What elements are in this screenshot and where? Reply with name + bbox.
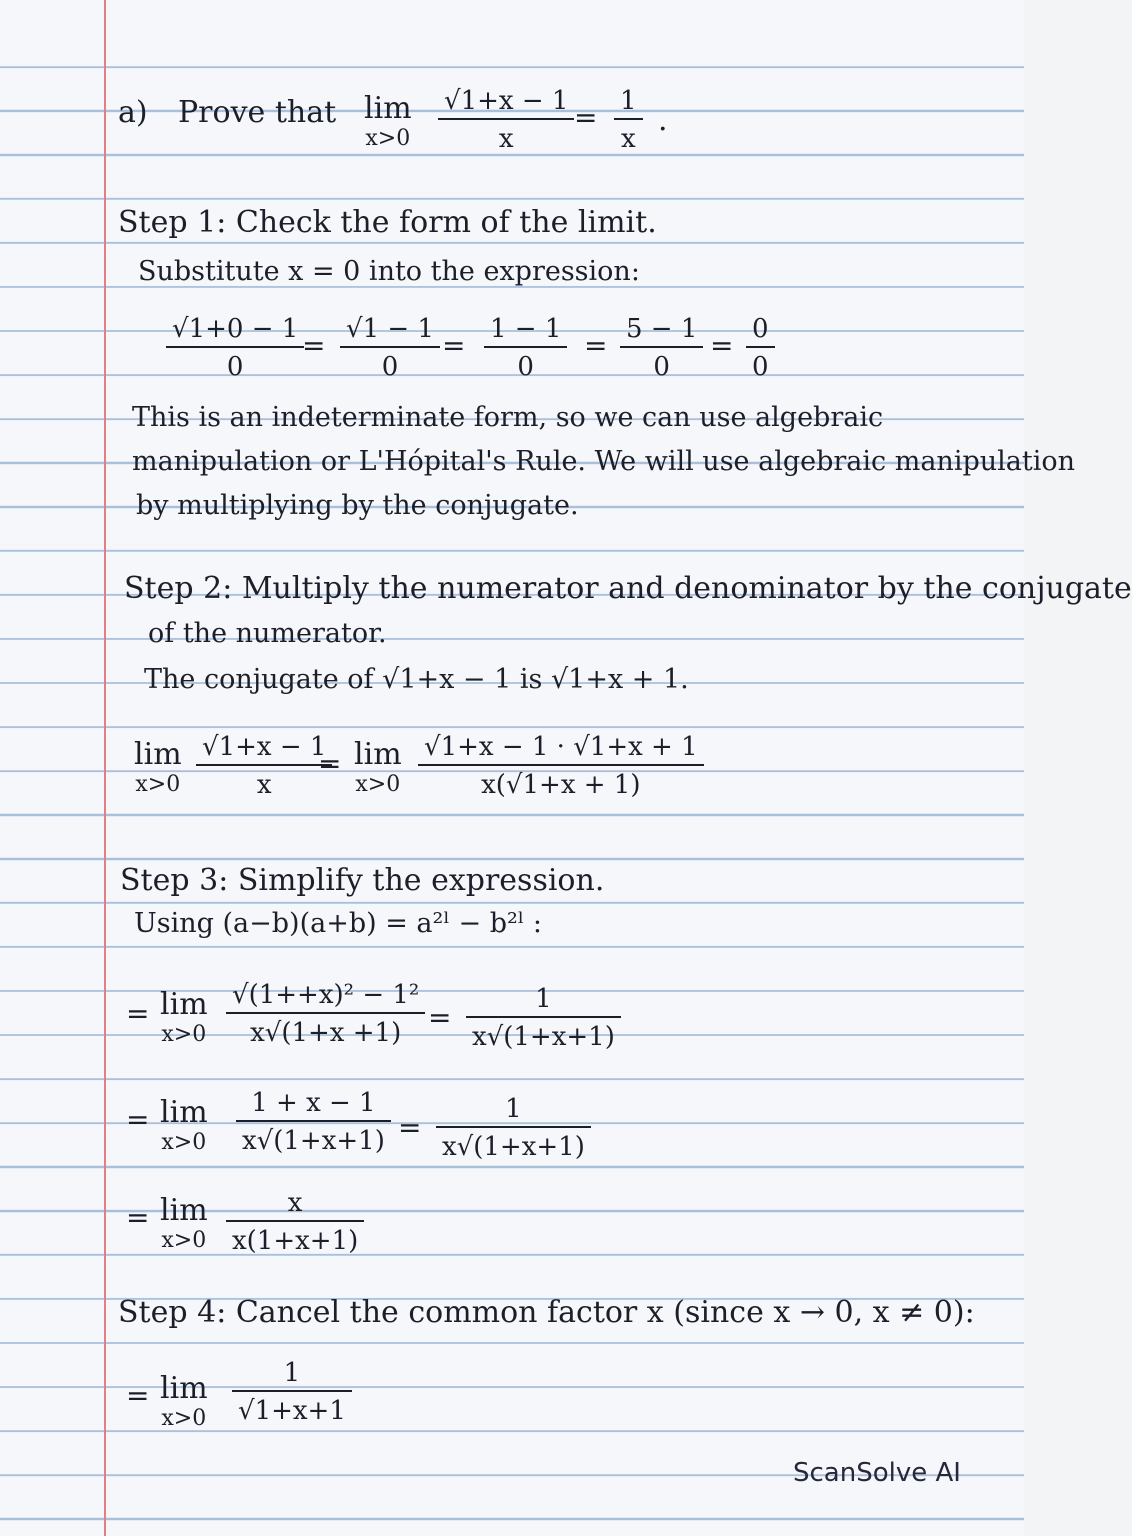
- equals-sign: =: [318, 747, 342, 780]
- lim-subscript: x>0: [365, 126, 411, 151]
- step2-left-limit: [134, 737, 182, 797]
- step1-title: Step 1: Check the form of the limit.: [118, 205, 657, 240]
- step2-conjugate-text: The conjugate of √1+x − 1 is √1+x + 1.: [144, 664, 689, 695]
- step3-row3-limit: [160, 1193, 208, 1253]
- fraction-denominator: x(1+x+1): [232, 1226, 359, 1256]
- fraction-numerator: 1 + x − 1: [251, 1088, 376, 1118]
- equals-sign: =: [302, 329, 326, 362]
- fraction-numerator: 5 − 1: [626, 314, 698, 344]
- equals-sign: =: [126, 997, 150, 1030]
- fraction-numerator: 1: [283, 1358, 301, 1388]
- fraction-denominator: x√(1+x+1): [472, 1022, 615, 1052]
- step2-left-fraction: [196, 734, 332, 798]
- step4-limit: [160, 1371, 208, 1431]
- fraction-numerator: 1 − 1: [490, 314, 562, 344]
- fraction-numerator: √1+x − 1: [202, 732, 327, 762]
- equals-sign: =: [398, 1111, 422, 1144]
- step4-title: Step 4: Cancel the common factor x (since x → 0, x ≠ 0):: [118, 1295, 975, 1330]
- equals-sign: =: [442, 329, 466, 362]
- lim-label: lim: [160, 1371, 208, 1406]
- step3-row2-fraction: [236, 1090, 391, 1154]
- fraction-numerator: 1: [505, 1094, 522, 1124]
- lim-subscript: x>0: [161, 1406, 207, 1431]
- lim-label: lim: [160, 1193, 208, 1228]
- step3-row3-fraction: [226, 1190, 364, 1254]
- fraction-denominator: 0: [653, 352, 670, 382]
- equals-sign: =: [126, 1201, 150, 1234]
- fraction-denominator: x√(1+x+1): [242, 1126, 385, 1156]
- lim-subscript: x>0: [161, 1130, 207, 1155]
- fraction-numerator: 1: [620, 86, 637, 116]
- fraction-numerator: √1+x − 1 · √1+x + 1: [424, 732, 698, 762]
- step1-substitute-text: Substitute x = 0 into the expression:: [138, 256, 640, 287]
- step1-fraction-3: [484, 316, 567, 380]
- step3-row1-result: [466, 986, 621, 1050]
- fraction-numerator: 0: [752, 314, 769, 344]
- period: .: [658, 103, 668, 138]
- fraction-numerator: √1+x − 1: [444, 86, 569, 116]
- fraction-numerator: √(1++x)² − 1²: [232, 980, 420, 1010]
- fraction-denominator: x√(1+x +1): [250, 1018, 402, 1048]
- lim-subscript: x>0: [161, 1022, 207, 1047]
- problem-limit: [364, 91, 412, 151]
- fraction-denominator: 0: [226, 352, 244, 382]
- equals-sign: =: [574, 101, 598, 134]
- step2-title: Step 2: Multiply the numerator and denominator by the conjugate: [124, 571, 1132, 606]
- fraction-numerator: √1+0 − 1: [172, 314, 299, 344]
- step3-row2-limit: [160, 1095, 208, 1155]
- equals-sign: =: [126, 1103, 150, 1136]
- problem-label: a): [118, 95, 148, 130]
- lim-label: lim: [354, 737, 402, 772]
- step1-fraction-2: [340, 316, 440, 380]
- fraction-denominator: x: [620, 124, 636, 154]
- lim-subscript: x>0: [135, 772, 181, 797]
- fraction-denominator: √1+x+1: [238, 1396, 346, 1426]
- step1-paragraph-line: manipulation or L'Hópital's Rule. We will use algebraic manipulation: [132, 446, 1075, 477]
- fraction-numerator: 1: [535, 984, 552, 1014]
- lim-label: lim: [160, 1095, 208, 1130]
- problem-rhs-fraction: [614, 88, 643, 152]
- step1-paragraph-line: by multiplying by the conjugate.: [136, 490, 579, 521]
- problem-fraction: [438, 88, 574, 152]
- step3-title: Step 3: Simplify the expression.: [120, 863, 605, 898]
- step1-fraction-4: [620, 316, 703, 380]
- fraction-numerator: √1 − 1: [346, 314, 434, 344]
- problem-prove-text: Prove that: [178, 95, 337, 130]
- fraction-denominator: x: [498, 124, 514, 154]
- equals-sign: =: [710, 329, 734, 362]
- equals-sign: =: [428, 1001, 452, 1034]
- fraction-denominator: x: [256, 770, 272, 800]
- watermark: ScanSolve AI: [793, 1458, 961, 1488]
- step3-row1-fraction: [226, 982, 425, 1046]
- step4-fraction: [232, 1360, 352, 1424]
- fraction-denominator: x√(1+x+1): [442, 1132, 585, 1162]
- lim-subscript: x>0: [355, 772, 401, 797]
- fraction-denominator: x(√1+x + 1): [481, 770, 641, 800]
- step1-fraction-5: [746, 316, 775, 380]
- step3-row2-result: [436, 1096, 591, 1160]
- equals-sign: =: [126, 1379, 150, 1412]
- step2-right-limit: [354, 737, 402, 797]
- fraction-denominator: 0: [517, 352, 534, 382]
- lim-label: lim: [134, 737, 182, 772]
- fraction-denominator: 0: [752, 352, 769, 382]
- step3-identity: Using (a−b)(a+b) = a²ˡ − b²ˡ :: [134, 908, 543, 939]
- margin-line: [104, 0, 106, 1536]
- lim-label: lim: [160, 987, 208, 1022]
- fraction-numerator: x: [287, 1188, 303, 1218]
- lim-label: lim: [364, 91, 412, 126]
- fraction-denominator: 0: [381, 352, 399, 382]
- lim-subscript: x>0: [161, 1228, 207, 1253]
- step1-fraction-1: [166, 316, 304, 380]
- step2-title-continued: of the numerator.: [148, 618, 387, 649]
- step1-paragraph-line: This is an indeterminate form, so we can use algebraic: [132, 402, 884, 433]
- equals-sign: =: [584, 329, 608, 362]
- step3-row1-limit: [160, 987, 208, 1047]
- step2-right-fraction: [418, 734, 704, 798]
